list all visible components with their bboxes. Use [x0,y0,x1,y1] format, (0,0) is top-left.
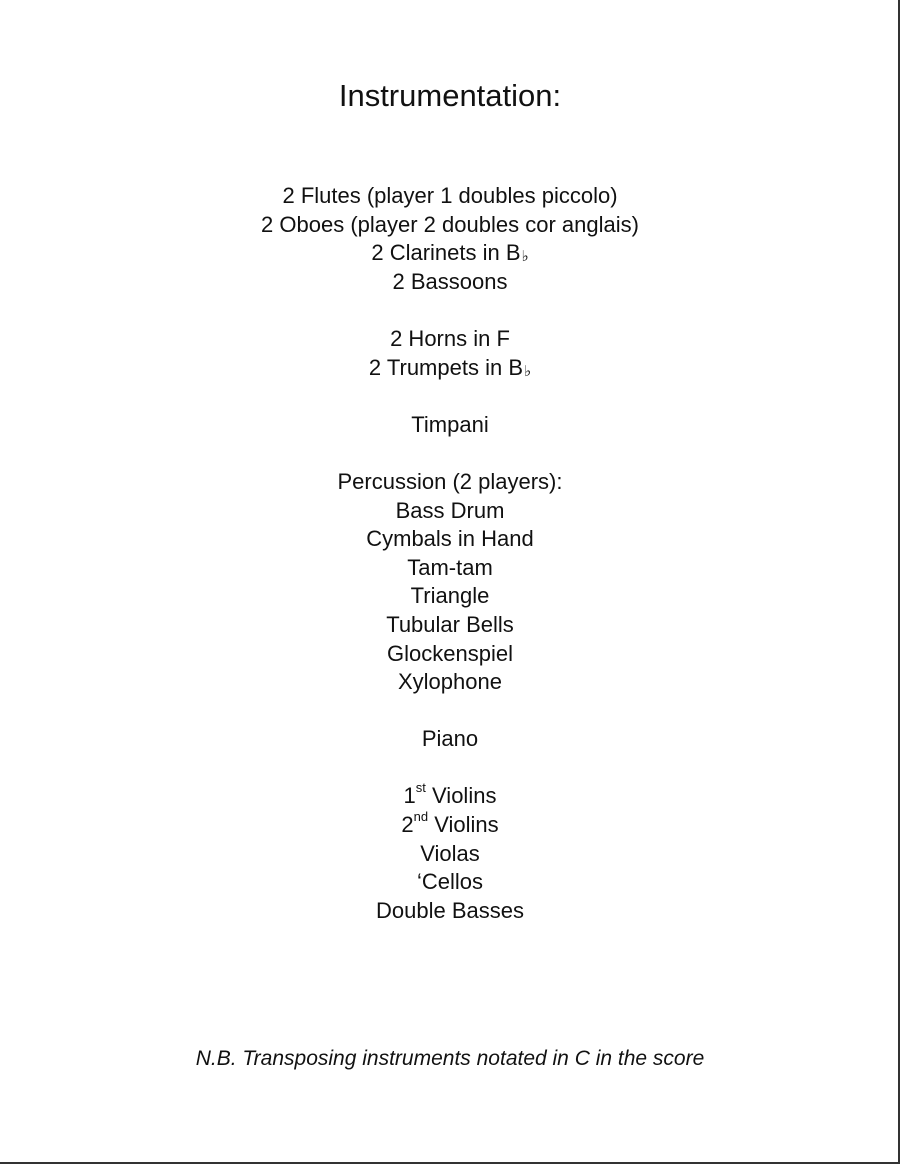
ordinal-suffix: nd [413,808,429,824]
percussion-item: Triangle [410,583,490,609]
transposition-note: N.B. Transposing instruments notated in C in the score [195,1047,705,1070]
horns-entry: 2 Horns in F [390,325,510,351]
flutes-entry: 2 Flutes (player 1 doubles piccolo) [282,183,618,208]
percussion-item: Cymbals in Hand [366,526,534,552]
bassoons-entry: 2 Bassoons [392,268,508,294]
flat-symbol: ♭ [521,247,529,266]
strings-section [0,782,900,925]
instrument-list [0,182,900,925]
cellos-entry: ‘Cellos [416,869,484,895]
oboes-entry: 2 Oboes (player 2 doubles cor anglais) [261,211,639,237]
keyboard-section [0,725,900,754]
trumpets-entry [0,354,900,383]
second-violins-number: 2 [401,812,414,838]
first-violins-name: Violins [425,783,497,809]
percussion-heading: Percussion (2 players): [337,468,563,494]
second-violins-name: Violins [428,812,499,838]
page-title: Instrumentation: [338,78,562,113]
trumpets-text: 2 Trumpets in B [368,354,523,380]
woodwinds-section [0,182,900,296]
clarinets-entry [0,239,900,268]
percussion-section [0,468,900,697]
brass-section [0,325,900,382]
percussion-item: Glockenspiel [387,640,513,666]
flat-symbol: ♭ [524,361,532,380]
percussion-item: Tam-tam [407,554,493,580]
violas-entry: Violas [420,840,480,866]
clarinets-text: 2 Clarinets in B [371,240,521,266]
double-basses-entry: Double Basses [376,897,524,923]
percussion-item: Xylophone [398,669,502,695]
timpani-entry: Timpani [411,411,489,437]
first-violins-number: 1 [403,783,416,809]
timpani-section [0,411,900,440]
second-violins-entry [0,808,900,840]
percussion-item: Tubular Bells [386,611,514,637]
ordinal-suffix: st [415,780,426,796]
piano-entry: Piano [421,726,479,752]
percussion-item: Bass Drum [395,497,505,523]
first-violins-entry [0,782,900,811]
